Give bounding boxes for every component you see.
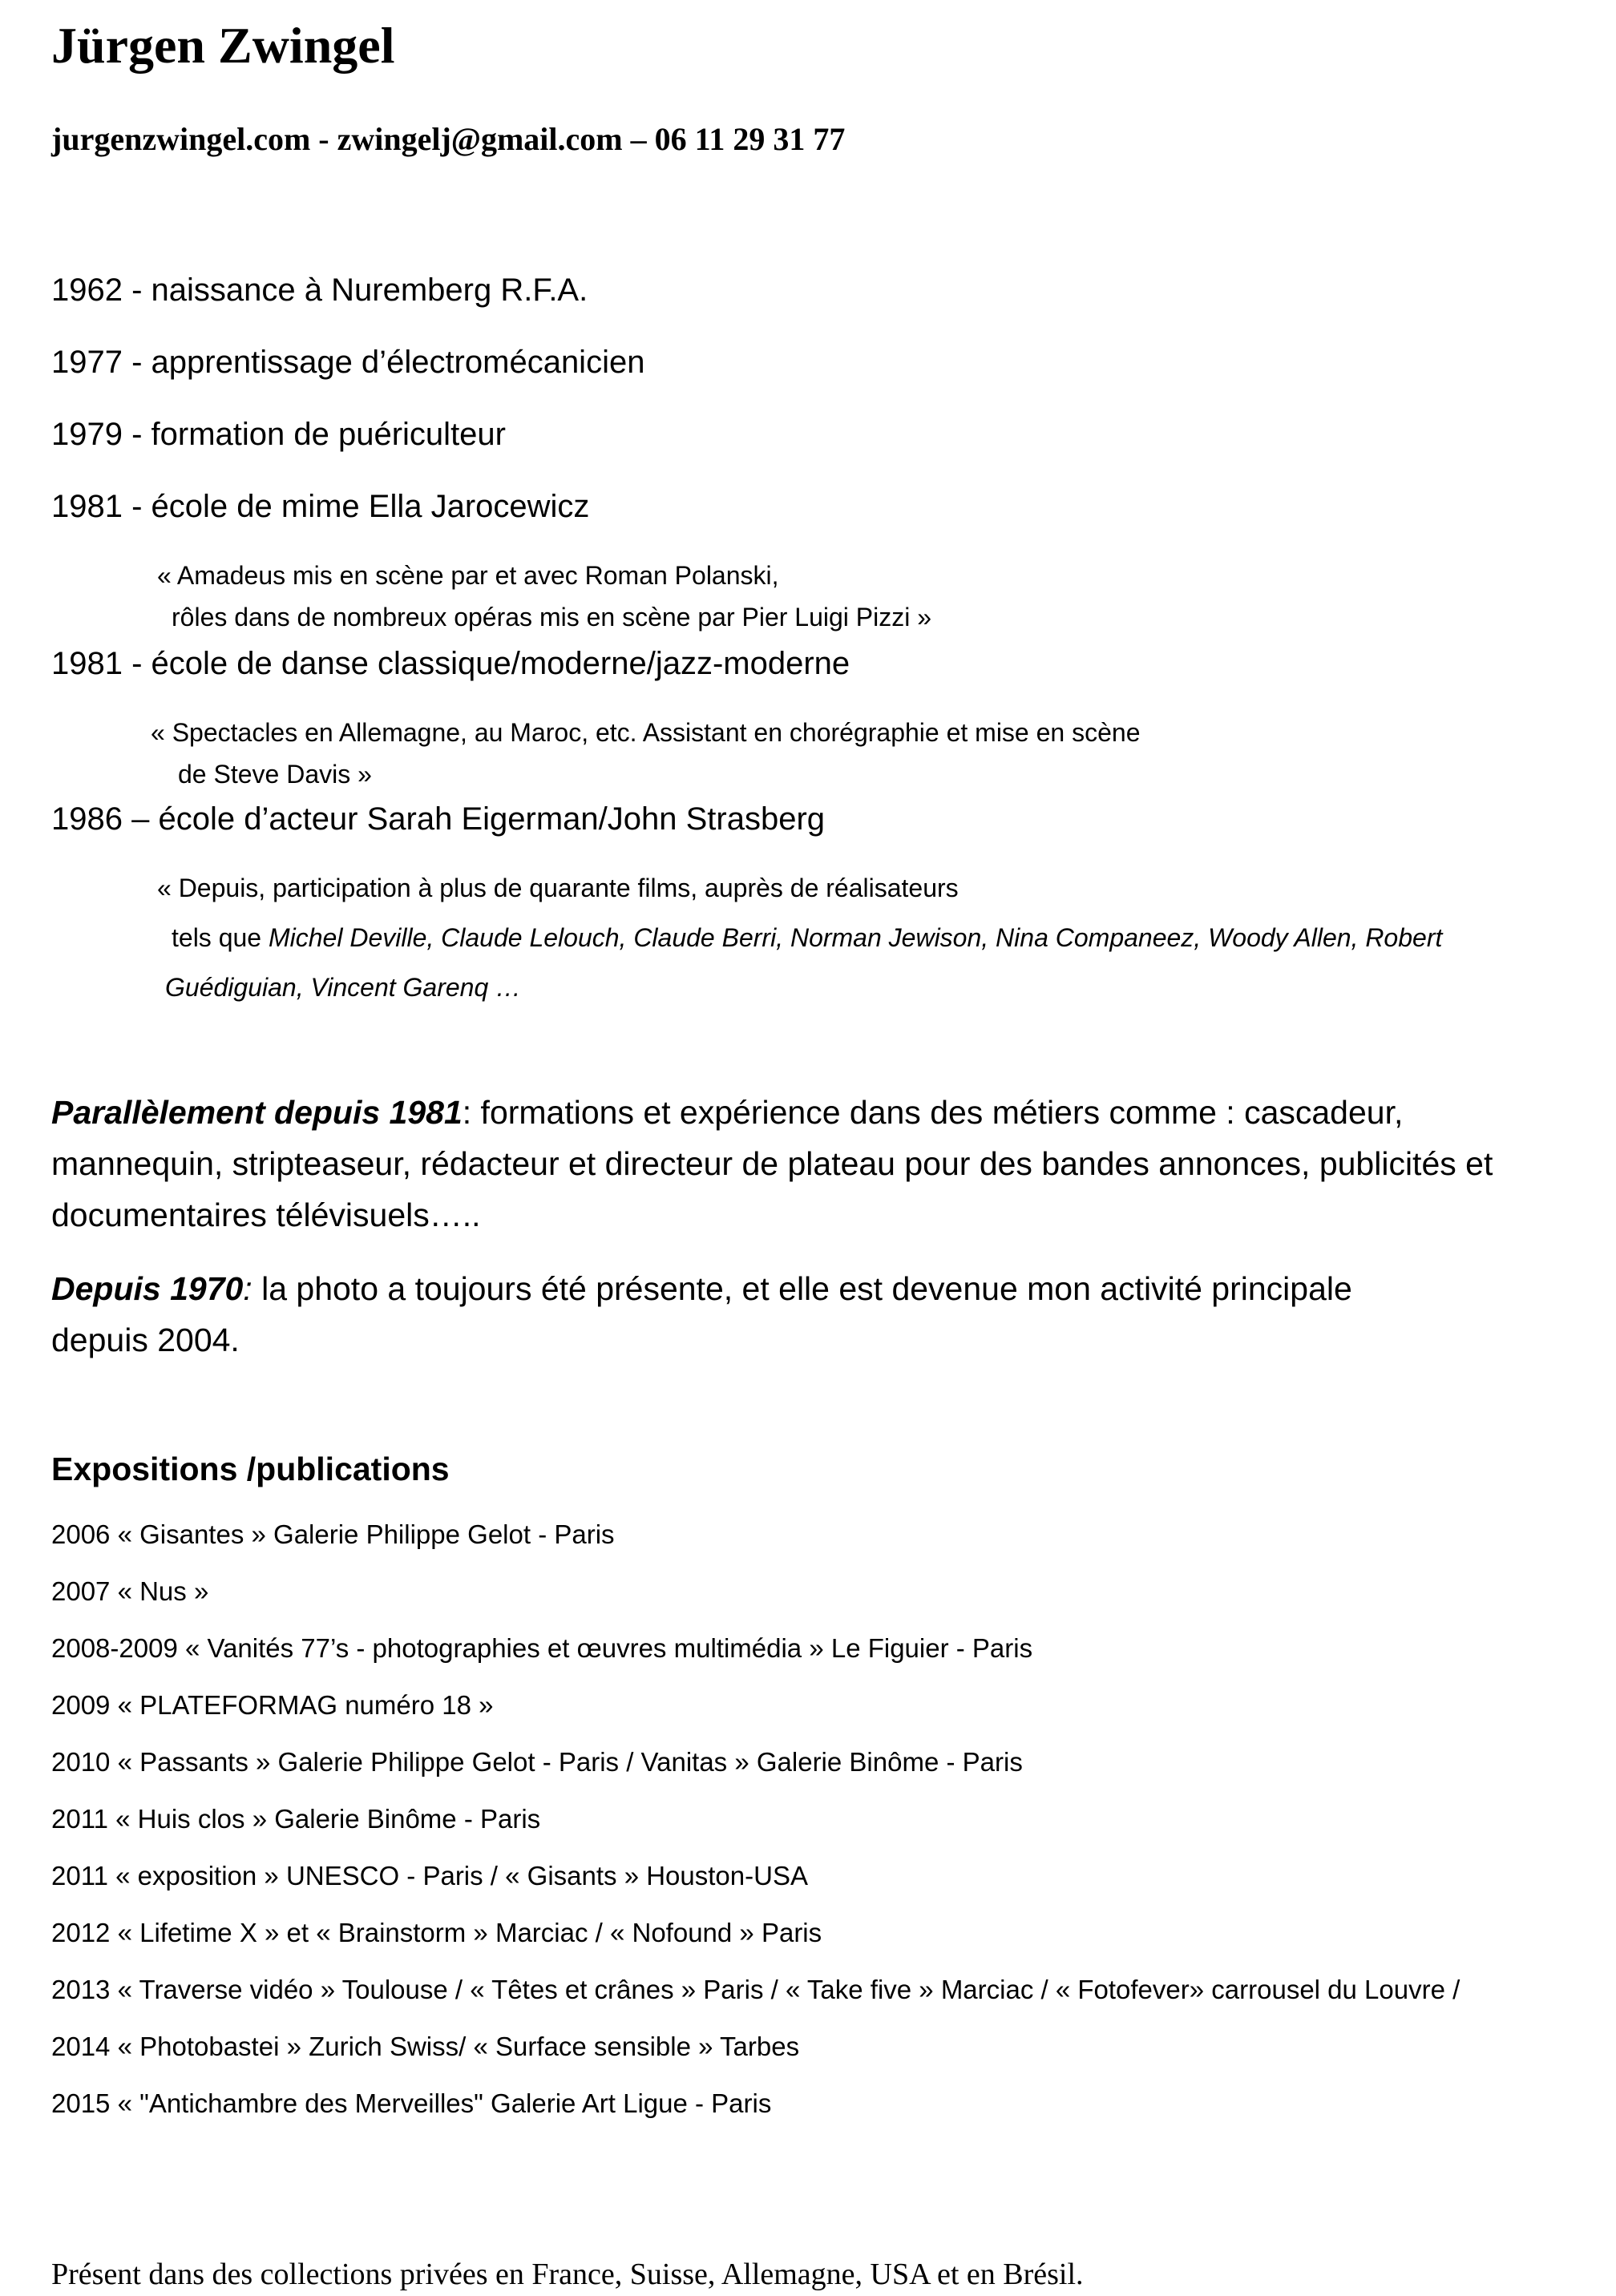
photo-text: la photo a toujours été présente, et elle est devenue mon activité principale <box>252 1270 1352 1307</box>
contact-line: jurgenzwingel.com - zwingelj@gmail.com – 06 11 29 31 77 <box>51 121 846 157</box>
exhibition-item: 2008-2009 « Vanités 77’s - photographies et œuvres multimédia » Le Figuier - Paris <box>51 1633 1033 1663</box>
parallel-text: : formations et expérience dans des métiers comme : cascadeur, mannequin, stripteaseur, rédacteur et directeur de plateau pour des bandes annonces, publicités et documentaires télévisuels….. <box>51 1094 1493 1233</box>
exhibition-item: 2010 « Passants » Galerie Philippe Gelot - Paris / Vanitas » Galerie Binôme - Paris <box>51 1747 1023 1777</box>
quote-line: « Depuis, participation à plus de quarante films, auprès de réalisateurs <box>157 874 959 902</box>
photo-paragraph <box>51 1263 1574 1366</box>
exhibition-item: 2011 « Huis clos » Galerie Binôme - Paris <box>51 1804 541 1834</box>
exhibition-item: 2006 « Gisantes » Galerie Philippe Gelot - Paris <box>51 1519 615 1549</box>
exhibition-item: 2007 « Nus » <box>51 1576 209 1606</box>
quote-line: rôles dans de nombreux opéras mis en scène par Pier Luigi Pizzi » <box>172 603 932 632</box>
timeline-item: 1986 – école d’acteur Sarah Eigerman/John Strasberg <box>51 801 826 837</box>
director-names: Michel Deville, Claude Lelouch, Claude Berri, Norman Jewison, Nina Companeez, Woody Allen, Robert <box>268 923 1443 952</box>
photo-colon: : <box>243 1270 252 1307</box>
parallel-lead: Parallèlement depuis 1981 <box>51 1094 463 1131</box>
exhibition-item: 2013 « Traverse vidéo » Toulouse / « Têtes et crânes » Paris / « Take five » Marciac / « Fotofever» carrousel du Louvre / <box>51 1975 1460 2004</box>
timeline-item: 1981 - école de mime Ella Jarocewicz <box>51 489 590 524</box>
timeline-item: 1979 - formation de puériculteur <box>51 417 506 452</box>
photo-lead: Depuis 1970 <box>51 1270 244 1307</box>
collections-footer: Présent dans des collections privées en France, Suisse, Allemagne, USA et en Brésil. <box>51 2258 1084 2291</box>
exhibition-item: 2012 « Lifetime X » et « Brainstorm » Marciac / « Nofound » Paris <box>51 1918 822 1947</box>
quote-line: « Amadeus mis en scène par et avec Roman Polanski, <box>157 561 779 590</box>
exhibition-item: 2014 « Photobastei » Zurich Swiss/ « Surface sensible » Tarbes <box>51 2032 800 2061</box>
quote-prefix: tels que <box>172 923 269 952</box>
exhibition-item: 2011 « exposition » UNESCO - Paris / « Gisants » Houston-USA <box>51 1861 808 1890</box>
exhibition-item: 2009 « PLATEFORMAG numéro 18 » <box>51 1690 494 1720</box>
exhibitions-heading: Expositions /publications <box>51 1451 450 1487</box>
timeline-item: 1962 - naissance à Nuremberg R.F.A. <box>51 272 588 308</box>
quote-line: « Spectacles en Allemagne, au Maroc, etc. Assistant en chorégraphie et mise en scène <box>151 718 1141 747</box>
quote-line <box>172 923 1442 953</box>
timeline-item: 1981 - école de danse classique/moderne/jazz-moderne <box>51 646 850 681</box>
exhibition-item: 2015 « "Antichambre des Merveilles" Galerie Art Ligue - Paris <box>51 2088 772 2118</box>
quote-line: Guédiguian, Vincent Garenq … <box>165 973 522 1002</box>
person-name: Jürgen Zwingel <box>51 17 395 74</box>
photo-text-line2: depuis 2004. <box>51 1322 240 1358</box>
quote-line: de Steve Davis » <box>178 760 372 789</box>
parallel-paragraph <box>51 1087 1574 1241</box>
timeline-item: 1977 - apprentissage d’électromécanicien <box>51 345 645 380</box>
